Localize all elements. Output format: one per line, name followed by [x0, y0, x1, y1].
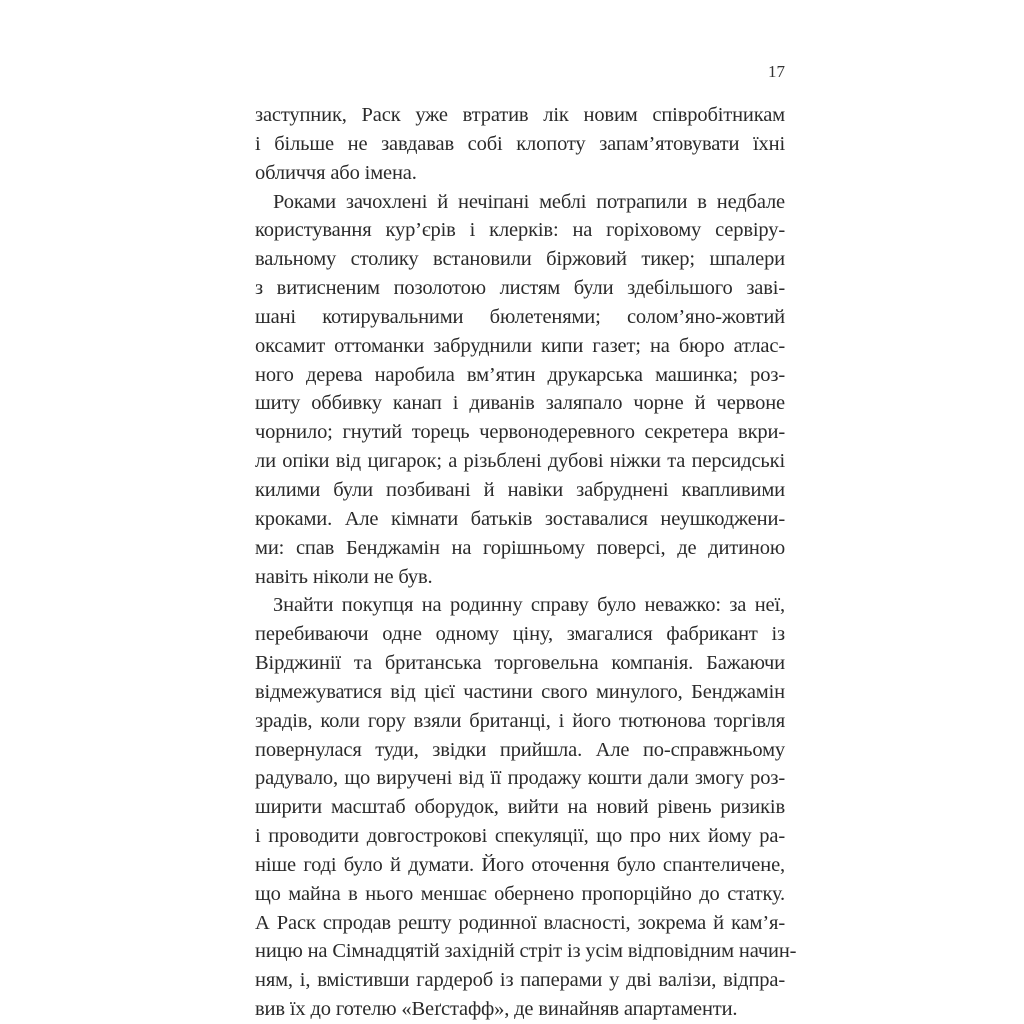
text-line: ніше годі було й думати. Його оточення було спантеличене, — [255, 853, 785, 876]
text-line: зрадів, коли гору взяли британці, і його тютюнова торгівля — [255, 709, 785, 732]
paragraph — [255, 101, 785, 188]
paragraph — [255, 591, 797, 1024]
text-line: повернулася туди, звідки прийшла. Але по-справжньому — [255, 738, 785, 761]
text-line: оксамит оттоманки забруднили кипи газет; на бюро атлас- — [255, 334, 785, 357]
text-line: і більше не завдавав собі клопоту запам’ятовувати їхні — [255, 132, 785, 155]
text-line: перебиваючи одне одному ціну, змагалися фабрикант із — [255, 623, 785, 646]
text-line: і проводити довгострокові спекуляції, що про них йому ра- — [255, 825, 785, 848]
text-line: ницю на Сімнадцятій західній стріт із усім відповідним начин- — [255, 940, 797, 963]
text-line: шиту оббивку канап і диванів заляпало чорне й червоне — [255, 392, 785, 415]
text-line: Знайти покупця на родинну справу було неважко: за неї, — [273, 594, 785, 617]
body-text — [255, 101, 797, 1024]
page-number: 17 — [768, 62, 785, 81]
text-line: ням, і, вмістивши гардероб із паперами у дві валізи, відпра- — [255, 969, 785, 992]
book-page — [255, 0, 797, 1024]
text-line: навіть ніколи не був. — [255, 565, 433, 588]
text-line: відмежуватися від цієї частини свого минулого, Бенджамін — [255, 680, 785, 703]
text-line: Роками зачохлені й нечіпані меблі потрапили в недбале — [273, 190, 785, 213]
text-line: ширити масштаб оборудок, вийти на новий рівень ризиків — [255, 796, 785, 819]
text-line: ми: спав Бенджамін на горішньому поверсі, де дитиною — [255, 536, 785, 559]
text-line: килими були позбивані й навіки забруднені квапливими — [255, 478, 785, 501]
text-line: Вірджинії та британська торговельна компанія. Бажаючи — [255, 652, 785, 675]
text-line: обличчя або імена. — [255, 161, 417, 184]
text-line: ного дерева наробила вм’ятин друкарська машинка; роз- — [255, 363, 785, 386]
text-line: що майна в нього меншає обернено пропорційно до статку. — [255, 882, 785, 905]
text-line: користування кур’єрів і клерків: на горіховому сервіру- — [255, 219, 785, 242]
text-line: вив їх до готелю «Веґстафф», де винайняв апартаменти. — [255, 998, 738, 1021]
text-line: радувало, що виручені від її продажу кошти дали змогу роз- — [255, 767, 785, 790]
text-line: вальному столику встановили біржовий тикер; шпалери — [255, 248, 785, 271]
text-line: кроками. Але кімнати батьків зоставалися неушкоджени- — [255, 507, 785, 530]
paragraph — [255, 188, 785, 592]
text-line: заступник, Раск уже втратив лік новим співробітникам — [255, 104, 785, 126]
text-line: ли опіки від цигарок; а різьблені дубові ніжки та перcидські — [255, 450, 785, 473]
text-line: з витисненим позолотою листям були здебільшого заві- — [255, 277, 785, 300]
text-line: шані котирувальними бюлетенями; солом’яно-жовтий — [255, 305, 785, 328]
text-line: А Раск спродав решту родинної власності, зокрема й кам’я- — [255, 911, 785, 934]
text-line: чорнило; гнутий торець червонодеревного секретера вкри- — [255, 421, 785, 444]
